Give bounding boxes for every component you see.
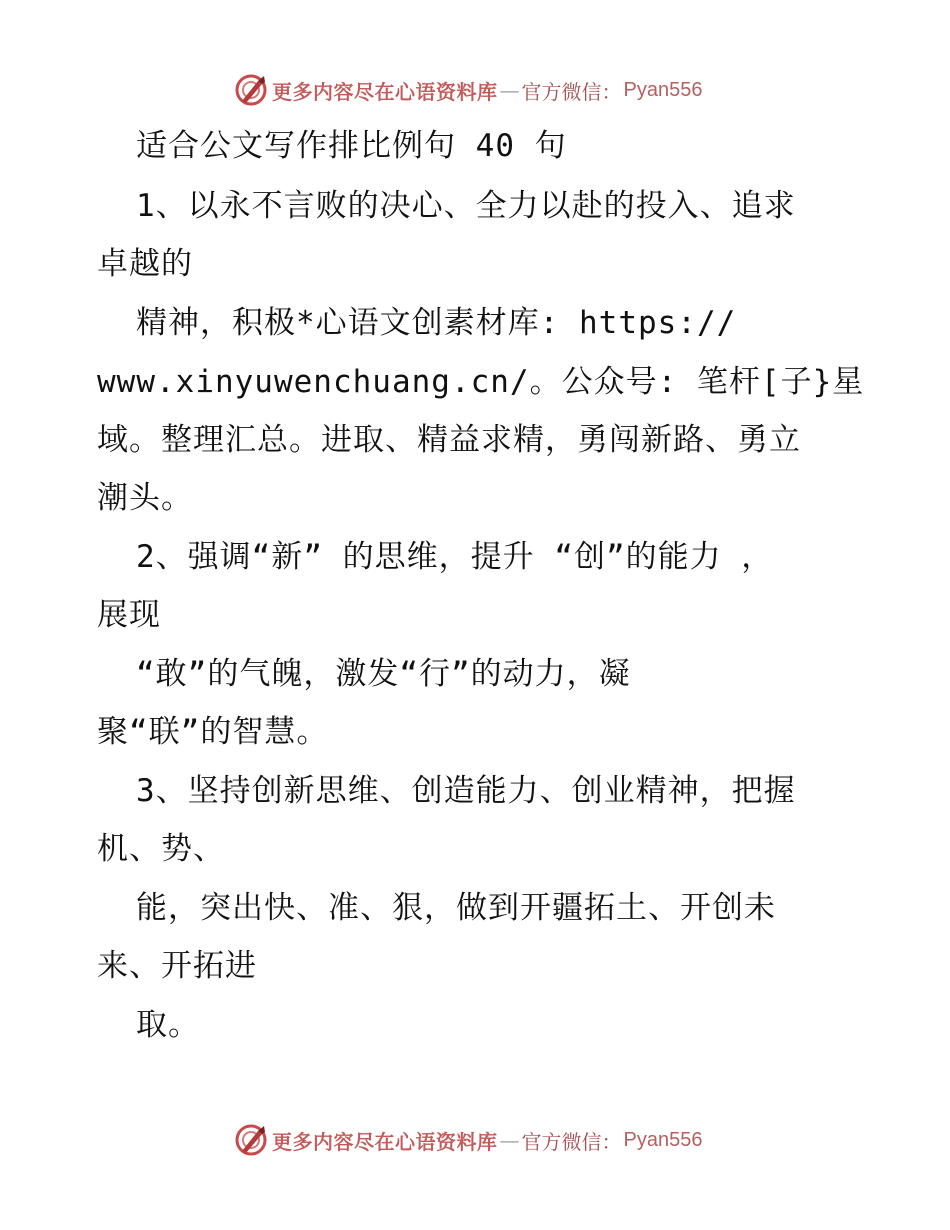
- body-line: 2、强调“新” 的思维，提升 “创”的能力 ，: [136, 539, 774, 575]
- body-line: www.xinyuwenchuang.cn/。公众号: 笔杆[子}星: [97, 364, 865, 400]
- body-line: 3、坚持创新思维、创造能力、创业精神，把握: [136, 773, 796, 809]
- document-title: 适合公文写作排比例句 40 句: [136, 128, 567, 164]
- body-line: 能，突出快、准、狠，做到开疆拓土、开创未: [136, 890, 776, 926]
- body-line: “敢”的气魄，激发“行”的动力，凝: [136, 656, 631, 692]
- banner-text: 更多内容尽在心语资料库: [272, 79, 498, 104]
- body-line: 聚“联”的智慧。: [97, 714, 329, 750]
- body-line: 来、开拓进: [97, 948, 257, 984]
- body-line: 卓越的: [97, 246, 193, 282]
- body-line: 取。: [136, 1007, 200, 1043]
- body-line: 潮头。: [97, 480, 193, 516]
- banner-colon: ：: [601, 1129, 622, 1154]
- banner-colon: ：: [601, 79, 622, 104]
- banner-wechat-id: Pyan556: [623, 1128, 703, 1151]
- banner-separator: —: [499, 1128, 520, 1152]
- body-line: 1、以永不言败的决心、全力以赴的投入、追求: [136, 188, 796, 224]
- body-line: 展现: [97, 597, 161, 633]
- banner-wechat-id: Pyan556: [623, 78, 703, 101]
- pen-logo-icon: [234, 73, 268, 107]
- header-banner: [234, 72, 702, 108]
- footer-banner: [234, 1122, 702, 1158]
- pen-logo-icon: [234, 1123, 268, 1157]
- body-line: 机、势、: [97, 831, 225, 867]
- banner-text: 更多内容尽在心语资料库: [272, 1129, 498, 1154]
- body-line: 精神，积极*心语文创素材库: https://: [136, 305, 737, 341]
- banner-separator: —: [499, 78, 520, 102]
- banner-official-label: 官方微信: [521, 79, 602, 104]
- banner-official-label: 官方微信: [521, 1129, 602, 1154]
- body-line: 域。整理汇总。进取、精益求精，勇闯新路、勇立: [97, 422, 801, 458]
